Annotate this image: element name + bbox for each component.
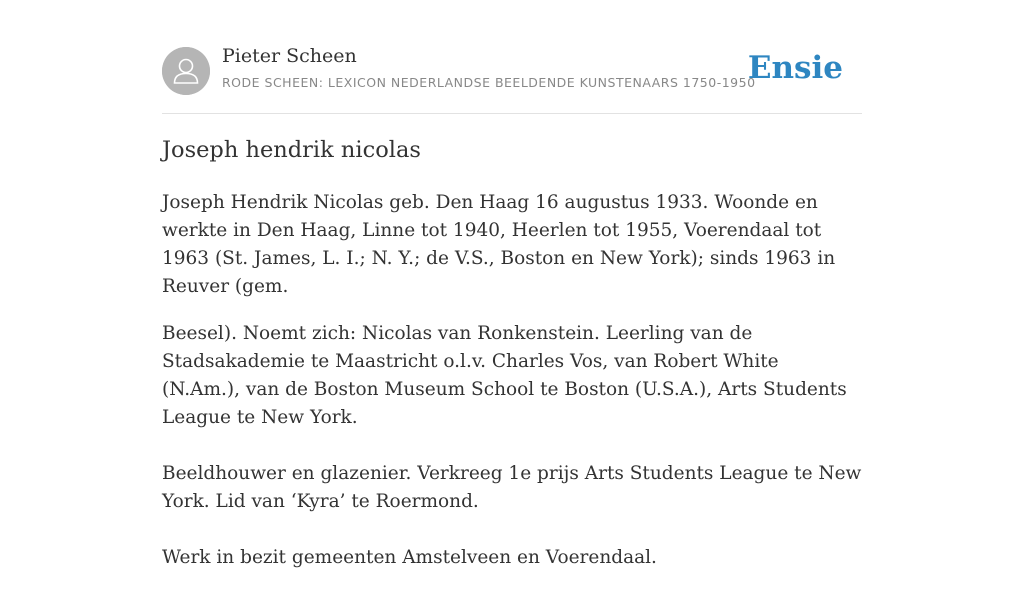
brand-logo[interactable]: Ensie — [747, 50, 843, 86]
article-body — [162, 189, 862, 591]
author-name[interactable]: Pieter Scheen — [222, 45, 357, 67]
paragraph-profession: Beeldhouwer en glazenier. Verkreeg 1e prijs Arts Students League te New York. Lid van ‘Kyra’ te Roermond. — [162, 463, 862, 512]
source-title[interactable]: RODE SCHEEN: LEXICON NEDERLANDSE BEELDENDE KUNSTENAARS 1750-1950 — [222, 75, 756, 90]
paragraph-education: Beesel). Noemt zich: Nicolas van Ronkenstein. Leerling van de Stadsakademie te Maastricht o.l.v. Charles Vos, van Robert White (N.Am.), van de Boston Museum School te Boston (U.S.A.), Arts Students League te New York. — [162, 323, 847, 428]
user-avatar-icon[interactable] — [162, 47, 210, 95]
page-title: Joseph hendrik nicolas — [162, 137, 421, 163]
page-container — [162, 0, 862, 568]
paragraph-biography: Joseph Hendrik Nicolas geb. Den Haag 16 augustus 1933. Woonde en werkte in Den Haag, Linne tot 1940, Heerlen tot 1955, Voerendaal tot 1963 (St. James, L. I.; N. Y.; de V.S., Boston en New York); sinds 1963 in Reuver (gem. — [162, 192, 836, 297]
paragraph-collections: Werk in bezit gemeenten Amstelveen en Voerendaal. — [162, 547, 657, 568]
article-header — [162, 0, 862, 114]
